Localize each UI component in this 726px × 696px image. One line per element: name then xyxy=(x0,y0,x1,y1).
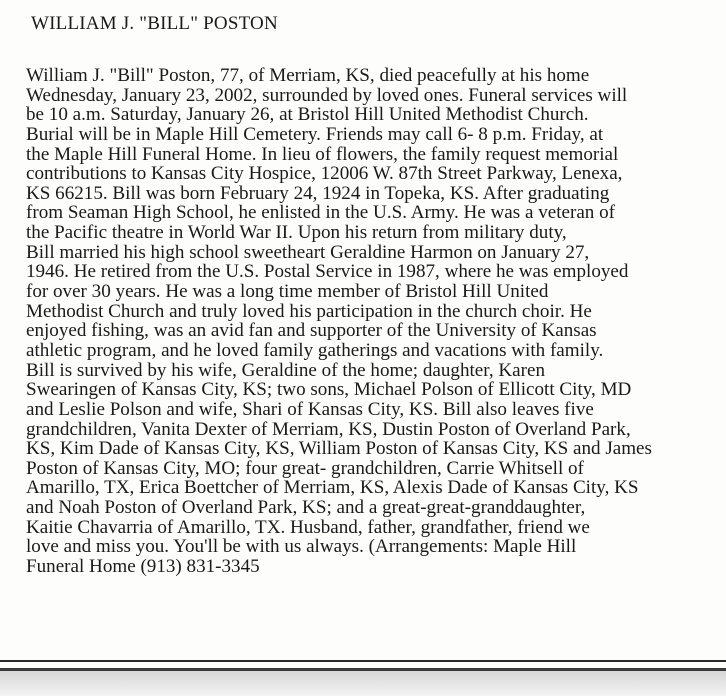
body-line: William J. "Bill" Poston, 77, of Merriam, KS, died peacefully at his home xyxy=(26,65,590,86)
body-line: contributions to Kansas City Hospice, 12006 W. 87th Street Parkway, Lenexa, xyxy=(26,163,623,185)
divider-rule xyxy=(0,660,726,662)
body-line: and Leslie Polson and wife, Shari of Kansas City, KS. Bill also leaves five xyxy=(26,398,594,420)
body-line: KS 66215. Bill was born February 24, 1924 in Topeka, KS. After graduating xyxy=(26,182,610,204)
obituary-headline: WILLIAM J. "BILL" POSTON xyxy=(31,13,278,34)
body-line: athletic program, and he loved family gatherings and vacations with family. xyxy=(26,339,604,361)
body-line: Wednesday, January 23, 2002, surrounded by loved ones. Funeral services will xyxy=(26,84,628,106)
body-line: for over 30 years. He was a long time member of Bristol Hill United xyxy=(26,281,549,303)
body-line: Swearingen of Kansas City, KS; two sons, Michael Polson of Ellicott City, MD xyxy=(26,379,632,401)
body-line: the Maple Hill Funeral Home. In lieu of flowers, the family request memorial xyxy=(26,143,619,165)
body-line: Bill is survived by his wife, Geraldine of the home; daughter, Karen xyxy=(26,359,545,381)
body-line: from Seaman High School, he enlisted in the U.S. Army. He was a veteran of xyxy=(26,202,615,224)
body-line: KS, Kim Dade of Kansas City, KS, William Poston of Kansas City, KS and James xyxy=(26,438,652,460)
body-line: and Noah Poston of Overland Park, KS; and a great-great-granddaughter, xyxy=(26,497,586,519)
body-line: Funeral Home (913) 831-3345 xyxy=(26,556,260,578)
body-line: Methodist Church and truly loved his participation in the church choir. He xyxy=(26,300,592,322)
body-line: Amarillo, TX, Erica Boettcher of Merriam, KS, Alexis Dade of Kansas City, KS xyxy=(26,477,639,499)
body-line: be 10 a.m. Saturday, January 26, at Bristol Hill United Methodist Church. xyxy=(26,104,589,126)
obituary-body xyxy=(26,66,726,577)
body-line: Poston of Kansas City, MO; four great- grandchildren, Carrie Whitsell of xyxy=(26,457,584,479)
body-line: the Pacific theatre in World War II. Upon his return from military duty, xyxy=(26,222,567,244)
body-line: Kaitie Chavarria of Amarillo, TX. Husband, father, grandfather, friend we xyxy=(26,516,590,538)
body-line: Burial will be in Maple Hill Cemetery. Friends may call 6- 8 p.m. Friday, at xyxy=(26,123,604,145)
body-line: love and miss you. You'll be with us always. (Arrangements: Maple Hill xyxy=(26,536,577,558)
body-line: 1946. He retired from the U.S. Postal Service in 1987, where he was employed xyxy=(26,261,629,283)
body-line: enjoyed fishing, was an avid fan and supporter of the University of Kansas xyxy=(26,320,597,342)
body-line: Bill married his high school sweetheart Geraldine Harmon on January 27, xyxy=(26,241,590,263)
scan-edge-shadow xyxy=(0,671,726,696)
body-line: grandchildren, Vanita Dexter of Merriam, KS, Dustin Poston of Overland Park, xyxy=(26,418,631,440)
